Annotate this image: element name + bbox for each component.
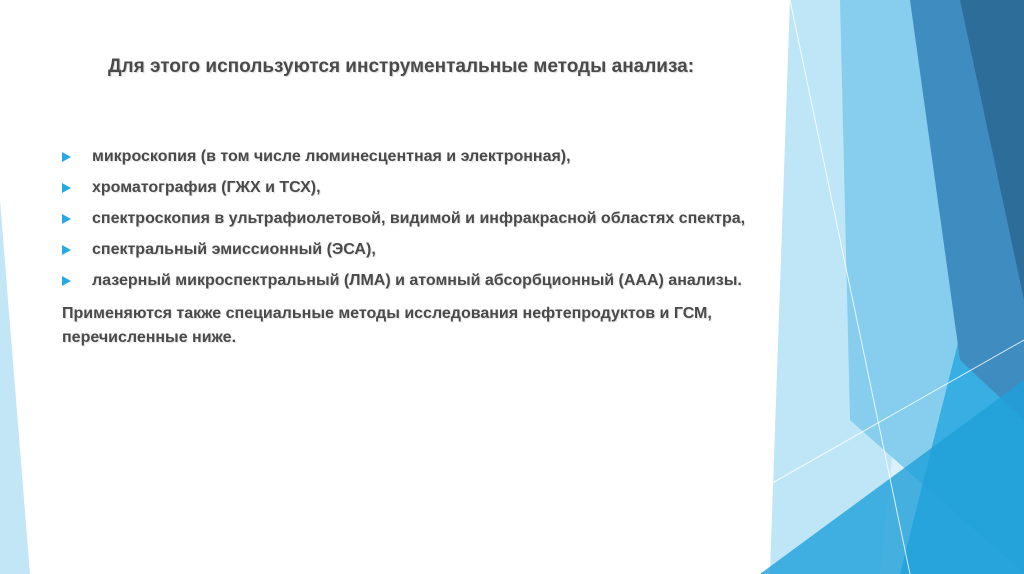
bullet-text: спектральный эмиссионный (ЭСА),	[92, 241, 376, 258]
bullet-text: микроскопия (в том числе люминесцентная и электронная),	[92, 148, 571, 165]
list-item	[62, 270, 762, 292]
list-item	[62, 177, 762, 199]
triangle-bullet-icon	[62, 183, 71, 193]
list-item	[62, 208, 762, 230]
triangle-bullet-icon	[62, 214, 71, 224]
slide-title: Для этого используются инструментальные методы анализа:	[108, 56, 695, 77]
bullet-text: спектроскопия в ультрафиолетовой, видимой и инфракрасной областях спектра,	[92, 210, 746, 227]
bullet-list	[62, 146, 762, 292]
bullet-text: хроматография (ГЖХ и ТСХ),	[92, 179, 321, 196]
slide-content	[62, 146, 762, 366]
list-item	[62, 239, 762, 261]
bullet-text: лазерный микроспектральный (ЛМА) и атомный абсорбционный (ААА) анализы.	[92, 272, 742, 289]
note-paragraph: Применяются также специальные методы исследования нефтепродуктов и ГСМ, перечисленные ниже.	[62, 305, 712, 346]
triangle-bullet-icon	[62, 152, 71, 162]
triangle-bullet-icon	[62, 276, 71, 286]
triangle-bullet-icon	[62, 245, 71, 255]
list-item	[62, 146, 762, 168]
left-accent-shape	[0, 200, 30, 574]
